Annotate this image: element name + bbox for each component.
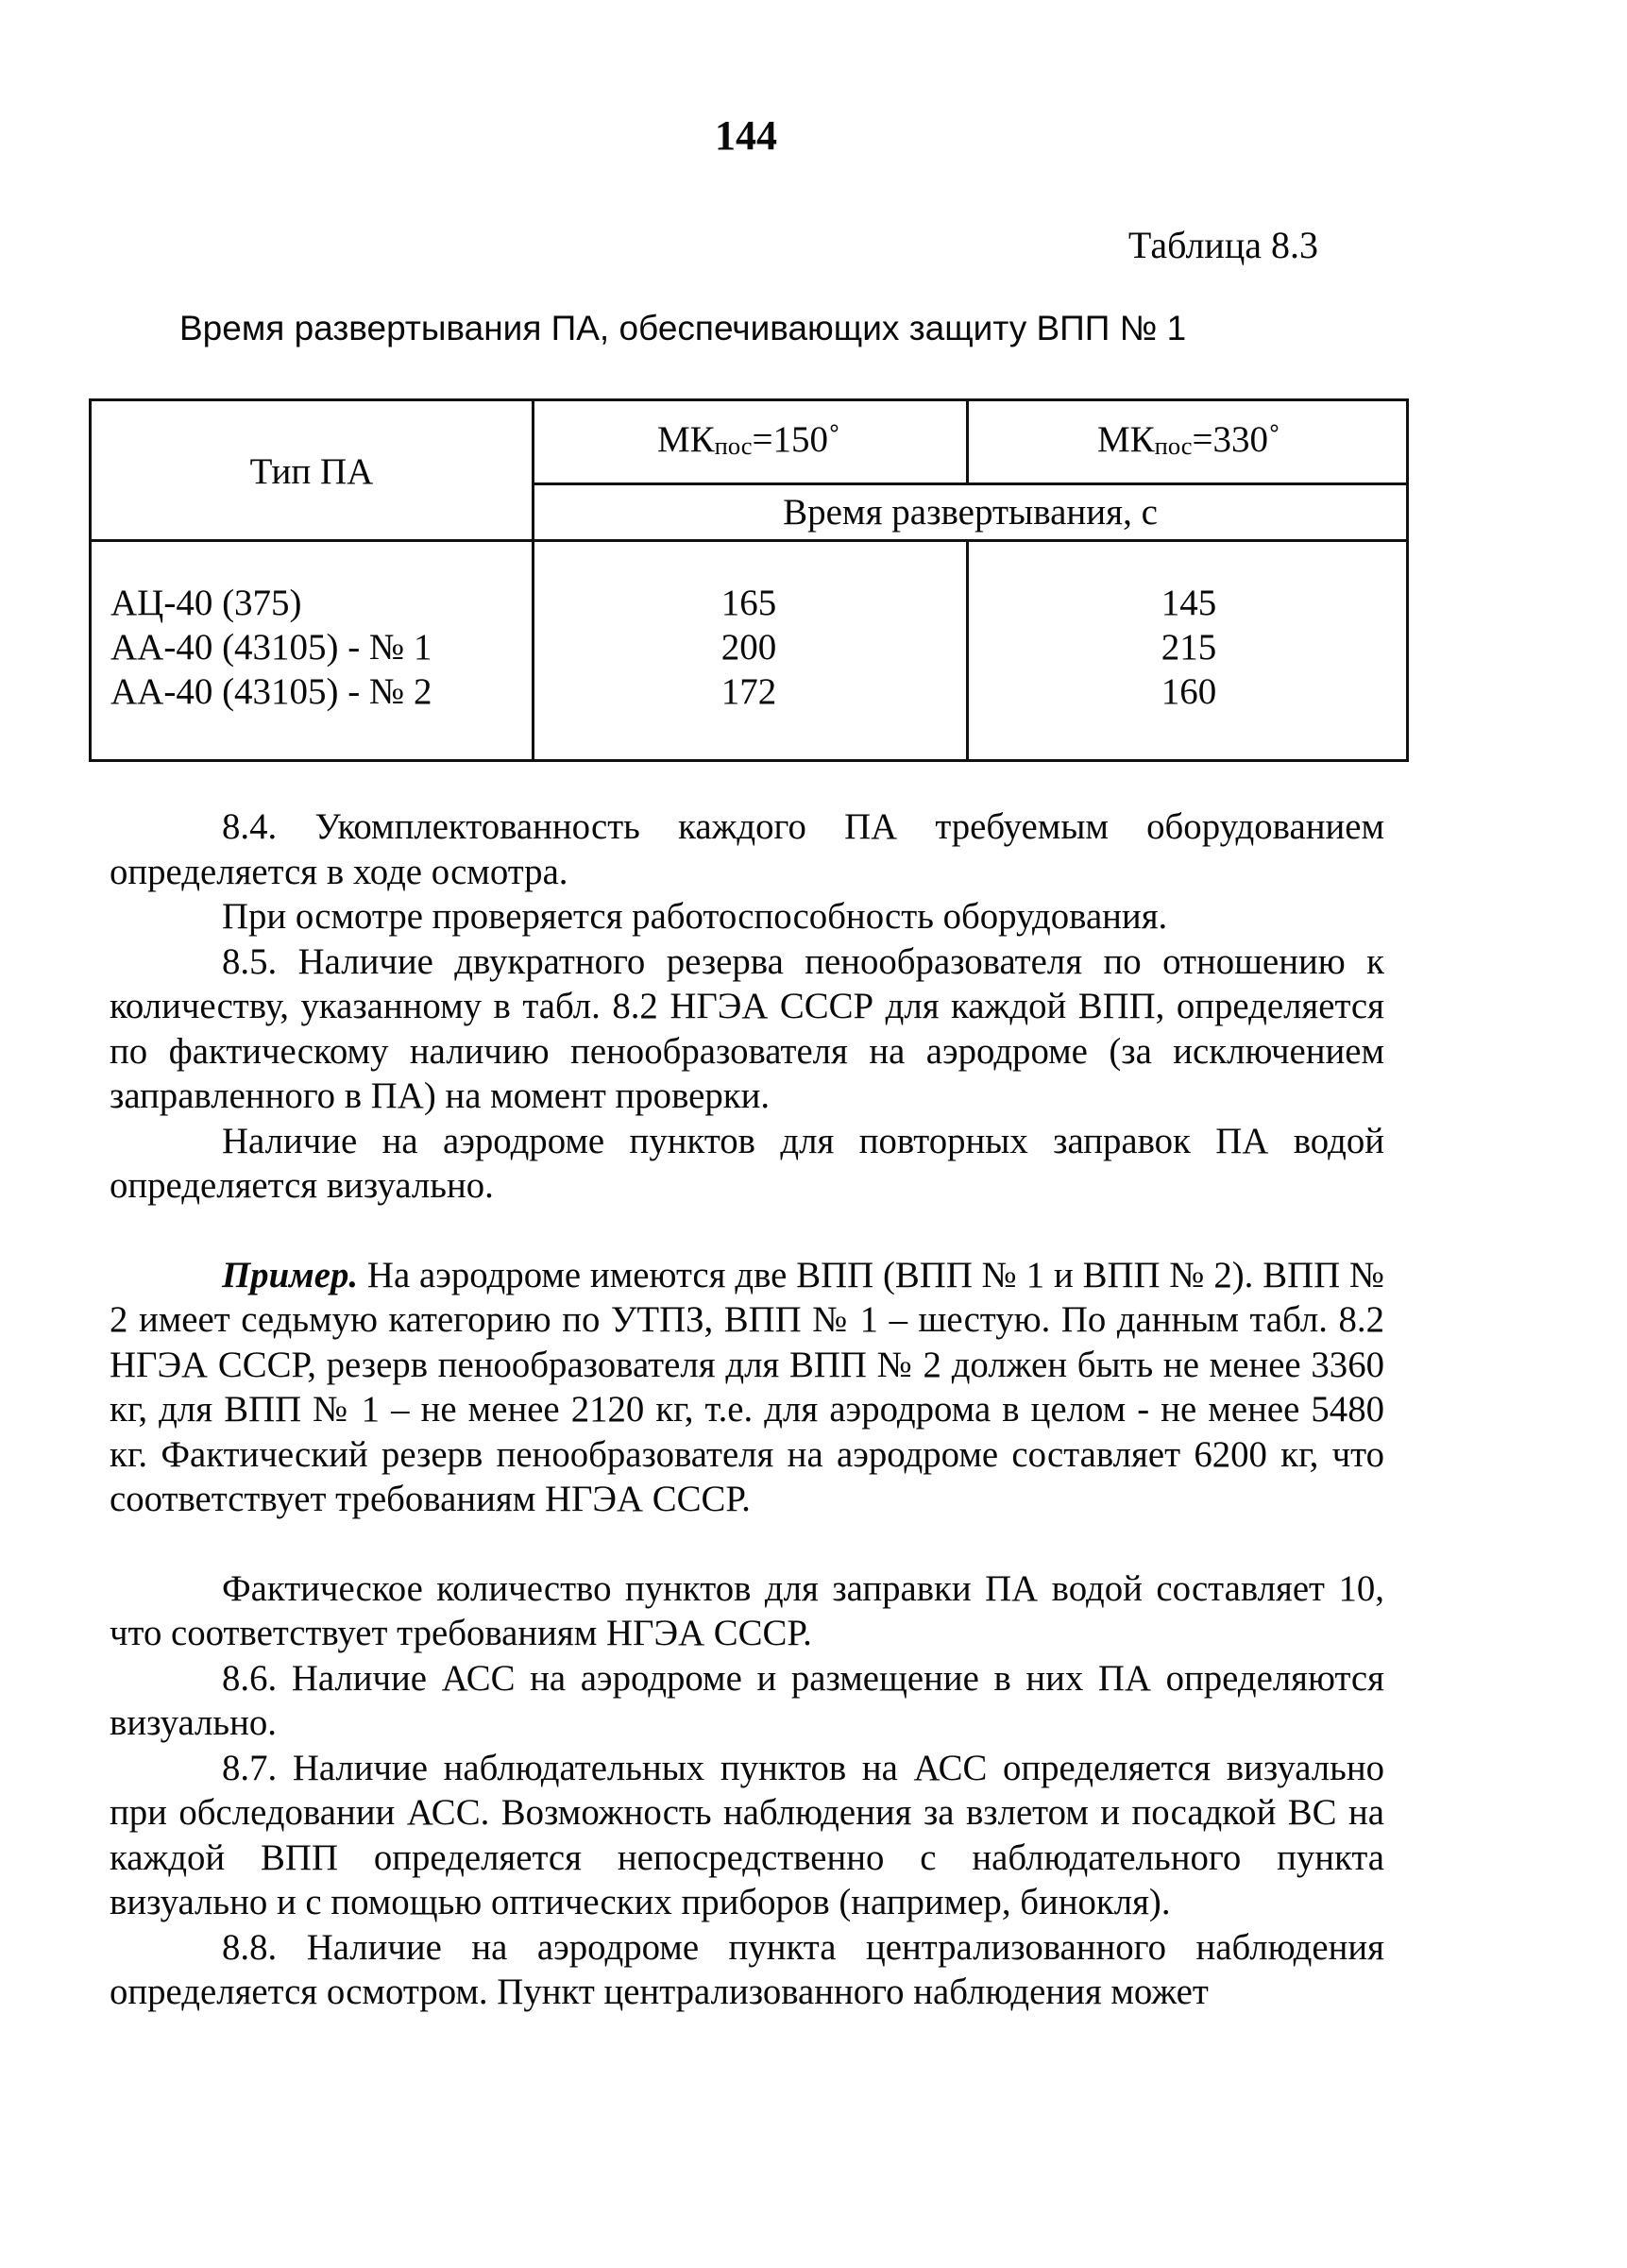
header-mk330: $МК_{пос}=330˚$ [1096, 419, 1281, 461]
page-number: 144 [715, 112, 777, 159]
deployment-time-table [89, 398, 1409, 762]
table-cell: АА-40 (43105) - № 2 [110, 671, 432, 712]
column-mk150-values [532, 581, 966, 714]
table-divider [92, 539, 1406, 542]
paragraph-8-4-note: При осмотре проверяется работоспособность оборудования. [222, 896, 1168, 937]
example-label: Пример. [222, 1254, 359, 1295]
body-text [110, 804, 1384, 2015]
paragraph-8-6: 8.6. Наличие АСС на аэродроме и размещение в них ПА определяются визуально. [110, 1657, 1384, 1743]
table-cell: 165 [720, 583, 777, 623]
table-cell: 160 [1161, 671, 1217, 712]
table-cell: АЦ-40 (375) [110, 583, 302, 623]
header-mk150: $МК_{пос}=150˚$ [656, 419, 841, 461]
paragraph-8-7: 8.7. Наличие наблюдательных пунктов на АСС определяется визуально при обследовании АСС. Возможность наблюдения за взлетом и посадкой ВС на каждой ВПП определяется непосредственно с наблюдательного пункта визуально и с помощью оптических приборов (например, бинокля). [110, 1747, 1384, 1922]
table-divider [532, 482, 1406, 485]
table-label: Таблица 8.3 [1127, 224, 1318, 266]
header-deploy-time: Время развертывания, с [783, 492, 1158, 533]
paragraph-8-5-note: Наличие на аэродроме пунктов для повторных заправок ПА водой определяется визуально. [110, 1120, 1384, 1206]
table-cell: 200 [720, 627, 777, 668]
paragraph-8-4: 8.4. Укомплектованность каждого ПА требуемым оборудованием определяется в ходе осмотра. [110, 806, 1384, 892]
column-mk330-values [969, 581, 1409, 714]
table-cell: 172 [720, 671, 777, 712]
column-type-values [110, 581, 432, 714]
table-cell: 215 [1161, 627, 1217, 668]
paragraph-8-5: 8.5. Наличие двукратного резерва пенообразователя по отношению к количеству, указанному в табл. 8.2 НГЭА СССР для каждой ВПП, определяется по фактическому наличию пенообразователя на аэродроме (за исключением заправленного в ПА) на момент проверки. [110, 940, 1384, 1116]
paragraph-8-8: 8.8. Наличие на аэродроме пункта централизованного наблюдения определяется осмотром. Пункт централизованного наблюдения может [110, 1926, 1384, 2012]
table-cell: 145 [1161, 583, 1217, 623]
example-text: На аэродроме имеются две ВПП (ВПП № 1 и ВПП № 2). ВПП № 2 имеет седьмую категорию по УТПЗ, ВПП № 1 – шестую. По данным табл. 8.2 НГЭА СССР, резерв пенообразователя для ВПП № 2 должен быть не менее 3360 кг, для ВПП № 1 – не менее 2120 кг, т.е. для аэродрома в целом - не менее 5480 кг. Фактический резерв пенообразователя на аэродроме составляет 6200 кг, что соответствует требованиям НГЭА СССР. [110, 1254, 1385, 1519]
table-title: Время развертывания ПА, обеспечивающих защиту ВПП № 1 [179, 309, 1187, 347]
header-type: Тип ПА [249, 451, 374, 492]
paragraph-actual-count: Фактическое количество пунктов для заправки ПА водой составляет 10, что соответствует требованиям НГЭА СССР. [110, 1567, 1384, 1653]
table-cell: АА-40 (43105) - № 1 [110, 627, 432, 668]
example-paragraph [110, 1253, 1384, 1522]
